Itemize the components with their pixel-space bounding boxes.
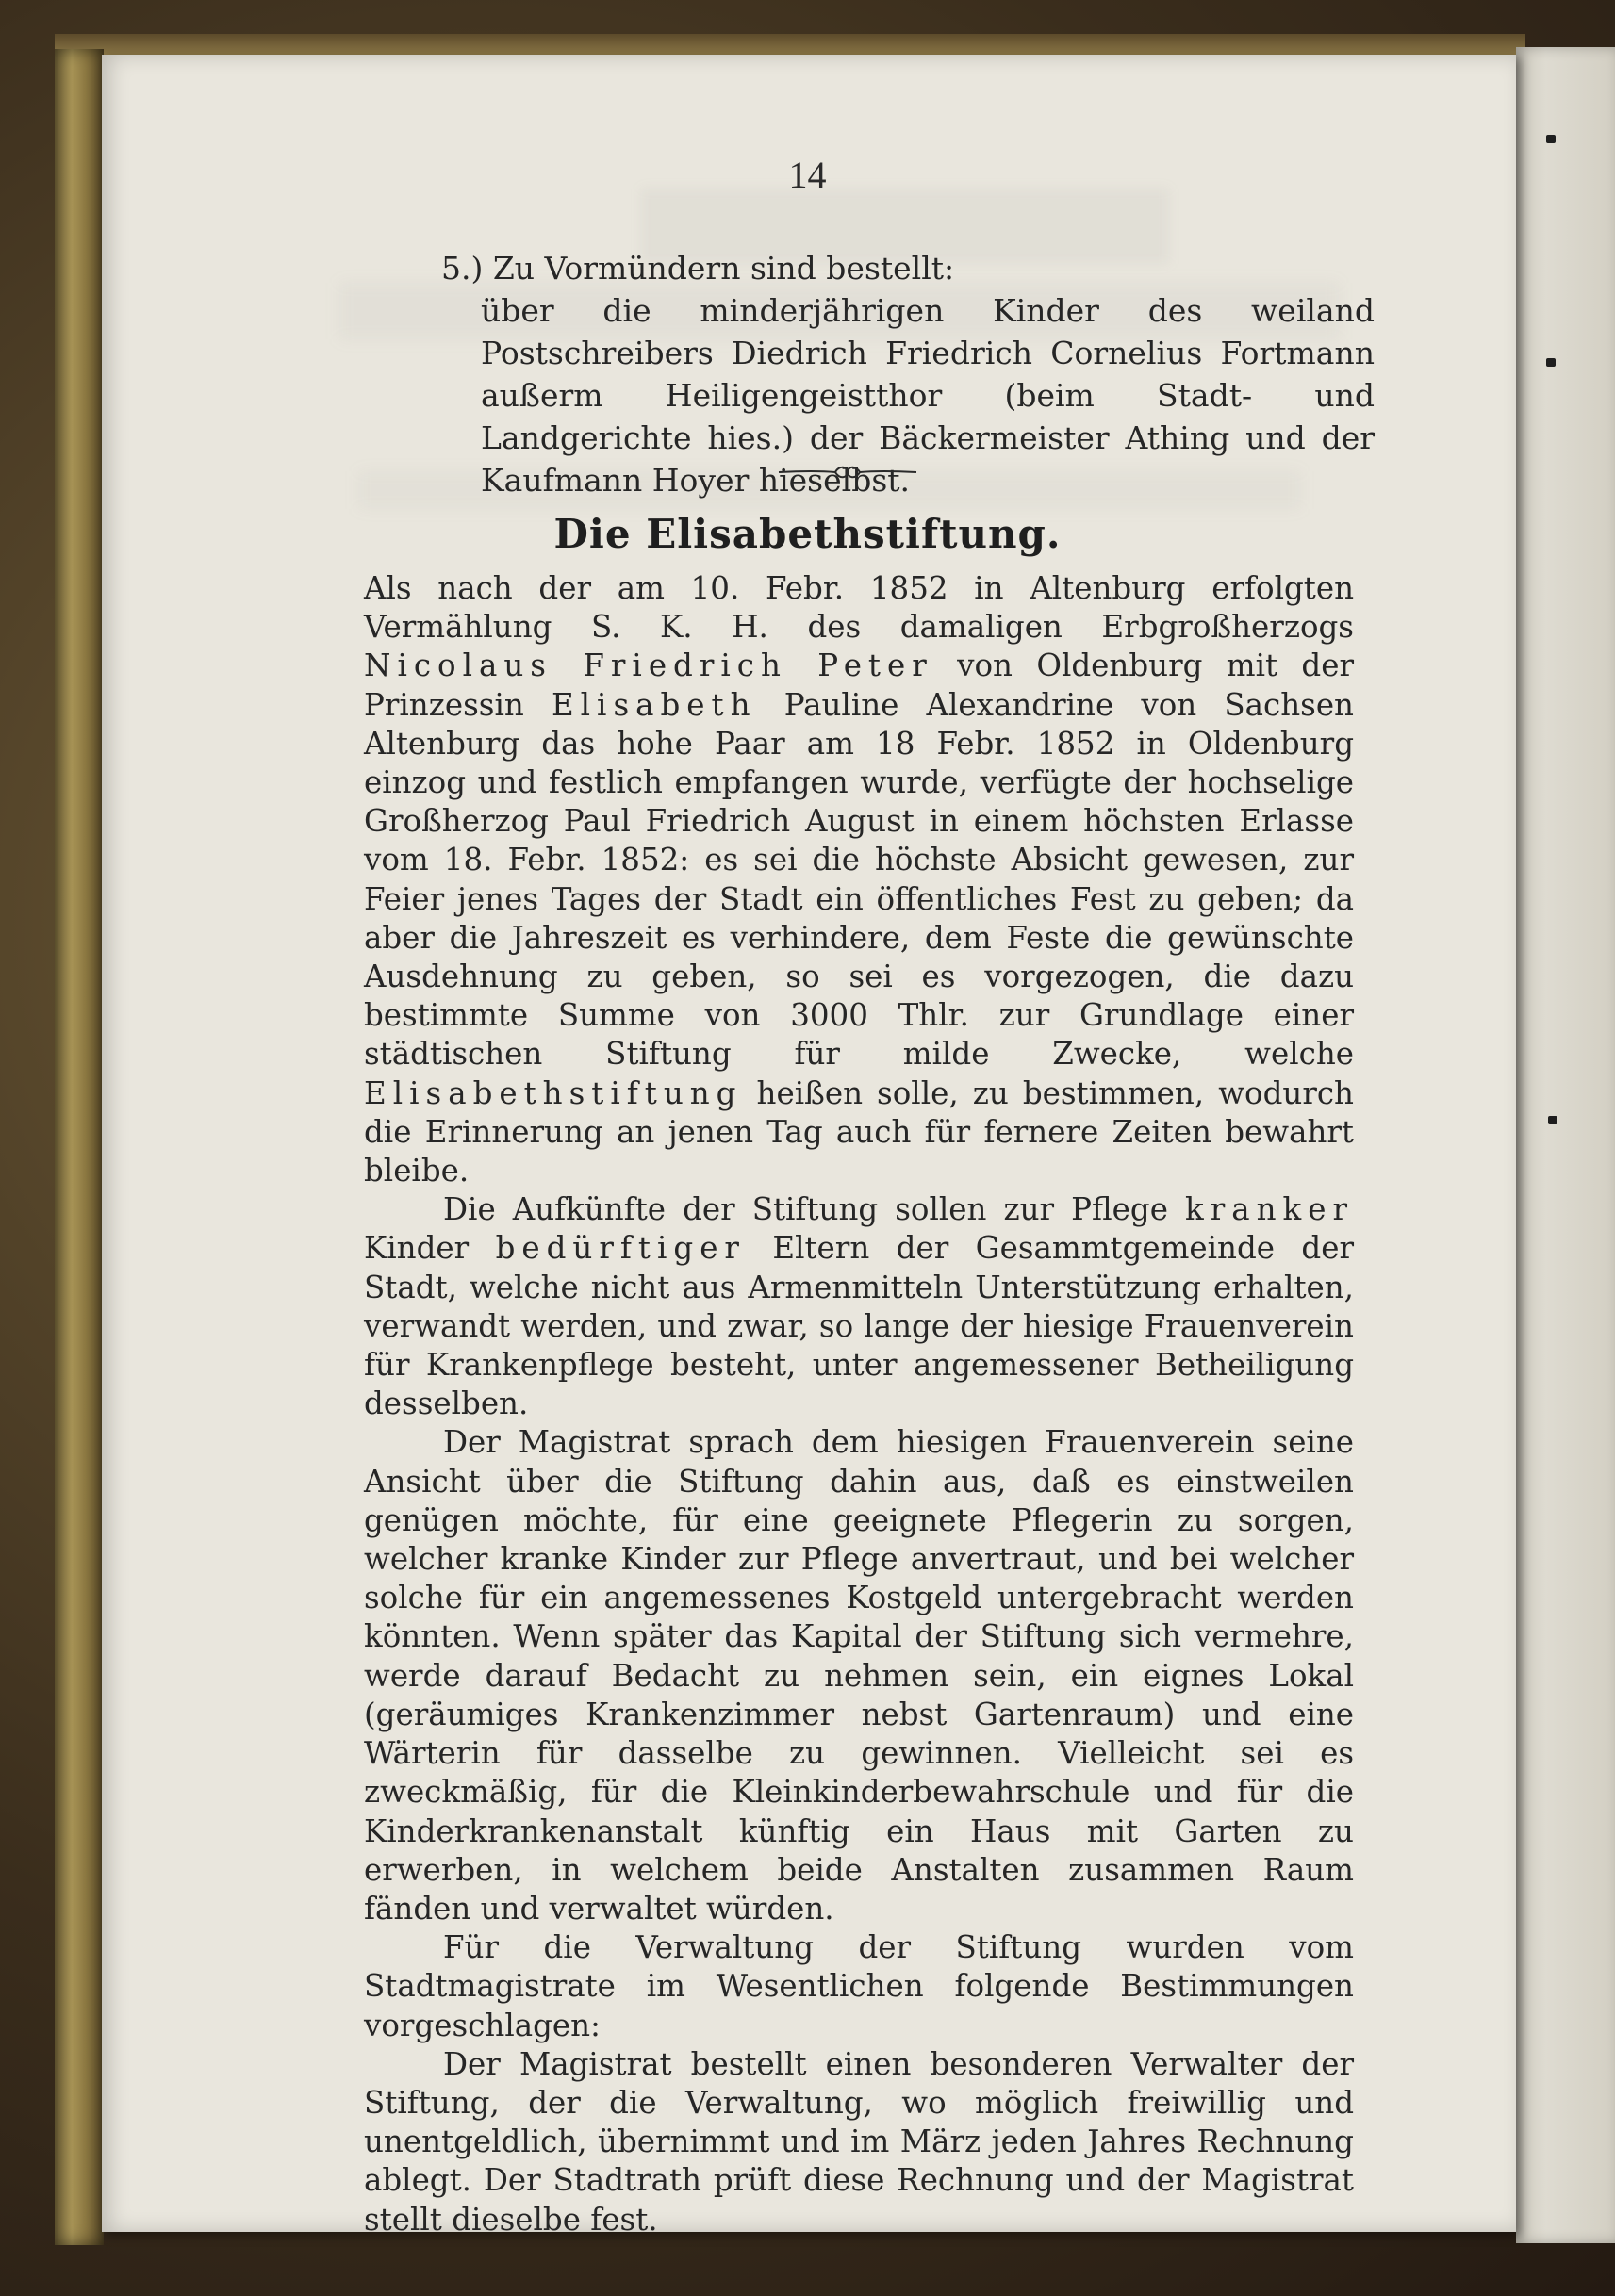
text-run: Kinder: [364, 1230, 496, 1267]
paragraph: [364, 1928, 1354, 2045]
paragraph: [364, 1423, 1354, 1928]
text-run: Als nach der am 10. Febr. 1852 in Altenburg erfolgten Vermählung S. K. H. des damaligen Erbgroßherzogs: [364, 570, 1354, 646]
paragraph: [364, 569, 1354, 1190]
facing-page-edge: [1516, 47, 1615, 2243]
paragraph: [364, 2045, 1354, 2239]
edge-mark: [1546, 358, 1556, 367]
text-run: von Oldenburg mit der Prinzessin: [364, 648, 1354, 723]
spaced-emphasis: kranker: [1185, 1191, 1354, 1228]
entry-label: 5.) Zu Vormündern sind bestellt:: [441, 250, 955, 287]
page-number: 14: [788, 154, 827, 196]
text-run: Die Aufkünfte der Stiftung sollen zur Pflege: [443, 1191, 1185, 1228]
paragraph: [364, 1190, 1354, 1423]
spaced-emphasis: Elisabethstiftung: [364, 1074, 743, 1111]
text-run: heißen solle, zu bestimmen, wodurch die Erinnerung an jenen Tag auch für fernere Zeiten bewahrt bleibe.: [364, 1074, 1354, 1189]
section-body: [364, 569, 1354, 2239]
spaced-emphasis: Nicolaus Friedrich Peter: [364, 648, 933, 684]
book-spine-edge: [55, 49, 104, 2245]
edge-mark: [1548, 1116, 1557, 1124]
section-heading: Die Elisabethstiftung.: [553, 511, 1062, 557]
book-cover-top-edge: [55, 34, 1525, 55]
text-run: Für die Verwaltung der Stiftung wurden vom Stadtmagistrate im Wesentlichen folgende Bestimmungen vorgeschlagen:: [364, 1929, 1354, 2043]
entry-text: über die minderjährigen Kinder des weiland Postschreibers Diedrich Friedrich Cornelius Fortmann außerm Heiligengeistthor (beim Stadt- und Landgerichte hies.) der Bäckermeister Athing und der Kaufmann Hoyer hieselbst.: [481, 292, 1375, 499]
spaced-emphasis: Elisabeth: [551, 686, 757, 723]
text-run: Pauline Alexandrine von Sachsen Altenburg das hohe Paar am 18 Febr. 1852 in Oldenburg einzog und festlich empfangen wurde, verfügte der hochselige Großherzog Paul Friedrich August in einem höchsten Erlasse vom 18. Febr. 1852: es sei die höchste Absicht gewesen, zur Feier jenes Tages der Stadt ein öffentliches Fest zu geben; da aber die Jahreszeit es verhindere, dem Feste die gewünschte Ausdehnung zu geben, so sei es vorgezogen, die dazu bestimmte Summe von 3000 Thlr. zur Grundlage einer städtischen Stiftung für milde Zwecke, welche: [364, 686, 1354, 1073]
text-run: Der Magistrat bestellt einen besonderen Verwalter der Stiftung, der die Verwaltung, wo möglich freiwillig und unentgeldlich, übernimmt und im März jeden Jahres Rechnung ablegt. Der Stadtrath prüft diese Rechnung und der Magistrat stellt dieselbe fest.: [364, 2045, 1354, 2238]
text-run: Eltern der Gesammtgemeinde der Stadt, welche nicht aus Armenmitteln Unterstützung erhalten, verwandt werden, und zwar, so lange der hiesige Frauenverein für Krankenpflege besteht, unter angemessener Betheiligung desselben.: [364, 1230, 1355, 1422]
edge-mark: [1546, 135, 1556, 143]
text-run: Der Magistrat sprach dem hiesigen Frauenverein seine Ansicht über die Stiftung dahin aus, daß es einstweilen genügen möchte, für eine geeignete Pflegerin zu sorgen, welcher kranke Kinder zur Pflege anvertraut, und bei welcher solche für ein angemessenes Kostgeld untergebracht werden könnten. Wenn später das Kapital der Stiftung sich vermehre, werde darauf Bedacht zu nehmen sein, ein eignes Lokal (geräumiges Krankenzimmer nebst Gartenraum) und eine Wärterin für dasselbe zu gewinnen. Vielleicht sei es zweckmäßig, für die Kleinkinderbewahrschule und für die Kinderkrankenanstalt künftig ein Haus mit Garten zu erwerben, in welchem beide Anstalten zusammen Raum fänden und verwaltet würden.: [364, 1424, 1354, 1927]
divider-ornament: [777, 462, 918, 483]
spaced-emphasis: bedürftiger: [495, 1230, 746, 1267]
